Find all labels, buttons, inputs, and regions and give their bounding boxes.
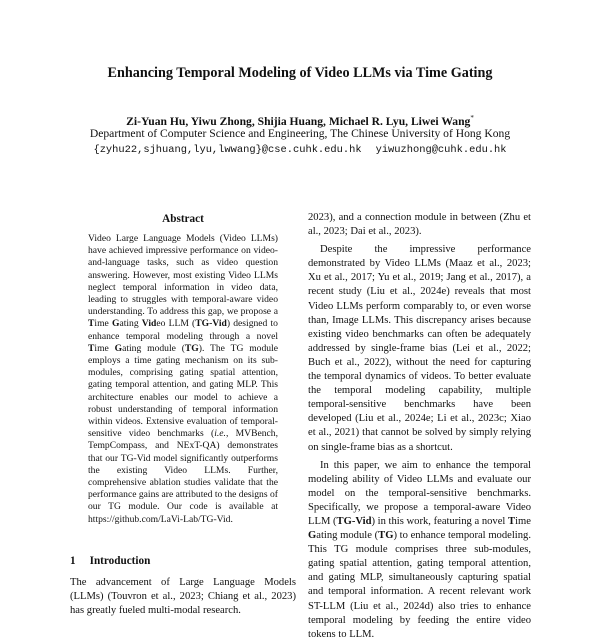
paragraph-bold: TG-Vid bbox=[336, 515, 372, 527]
author-names: Zi-Yuan Hu, Yiwu Zhong, Shijia Huang, Michael R. Lyu, Liwei Wang bbox=[126, 114, 471, 128]
section-heading-introduction bbox=[70, 554, 300, 568]
abstract-text-span: ating bbox=[119, 318, 142, 330]
abstract-text-span: Video Large Language Models (Video LLMs) have achieved impressive performance on video-and-language tasks, such as video question answering. However, most existing Video LLMs neglect temporal information in video data, leading to struggles with temporal-aware video understanding. To address this gap, we propose a bbox=[88, 233, 278, 318]
paragraph-bold: G bbox=[308, 530, 317, 542]
abstract-text-span: ime bbox=[94, 318, 112, 330]
section-number: 1 bbox=[70, 555, 76, 567]
abstract-bold: G bbox=[114, 342, 123, 354]
abstract-text-span: ). The TG module employs a time gating mechanism on its sub-modules, comprising gating spatial attention, gating temporal attention, and gating MLP. This architecture enables our model to achieve a robust understanding of temporal information within videos. Extensive evaluation of temporal-sensitive video benchmarks ( bbox=[88, 342, 278, 440]
abstract-bold: T bbox=[88, 342, 95, 354]
email-line bbox=[0, 143, 600, 157]
email-group: {zyhu22,sjhuang,lyu,lwwang}@cse.cuhk.edu.hk bbox=[93, 144, 362, 156]
abstract-text-span: eo LLM ( bbox=[156, 318, 196, 330]
abstract-bold: TG-Vid bbox=[195, 318, 227, 330]
section-title: Introduction bbox=[89, 555, 151, 567]
affiliation: Department of Computer Science and Engineering, The Chinese University of Hong Kong bbox=[89, 127, 511, 140]
abstract-italic: i.e. bbox=[214, 428, 226, 440]
paragraph-text: ating module ( bbox=[316, 530, 379, 542]
paragraph-bold: TG bbox=[378, 530, 394, 542]
paragraph-text: ) to enhance temporal modeling. This TG module comprises three sub-modules, gating spatial attention, gating temporal attention, and gating MLP, simultaneously capturing spatial and temporal information. A recent relevant work ST-LLM (Liu et al., 2024d) also tries to enhance temporal modeling by feeding the entire video tokens to LLM. bbox=[308, 530, 531, 640]
corresponding-author-mark: * bbox=[470, 114, 474, 122]
abstract-bold: T bbox=[88, 318, 95, 330]
paragraph-bold: T bbox=[508, 515, 516, 527]
abstract-body bbox=[88, 233, 278, 526]
abstract-bold: TG bbox=[184, 342, 199, 354]
paragraph-text: In this paper, we aim to enhance the temporal modeling ability of Video LLMs and evaluate our model on the temporal-sensitive benchmarks. Specifically, we propose a temporal-aware Video LLM ( bbox=[308, 459, 531, 527]
paragraph-text: ) in this work, featuring a novel bbox=[371, 515, 509, 527]
introduction-left-text: The advancement of Large Language Models (LLMs) (Touvron et al., 2023; Chiang et al., 2023) has greatly fueled multi-modal research. bbox=[70, 577, 296, 617]
paragraph: 2023), and a connection module in between (Zhu et al., 2023; Dai et al., 2023). bbox=[308, 212, 531, 238]
abstract-text-span: ) designed to enhance temporal modeling through a novel bbox=[88, 318, 278, 342]
abstract-text-span: ime bbox=[94, 342, 115, 354]
abstract-bold: G bbox=[111, 318, 120, 330]
abstract-text-span: , MVBench, TempCompass, and NExT-QA) demonstrates that our TG-Vid model significantly outperforms the existing Video LLMs. Further, comprehensive ablation studies validate that the performance gains are attributed to the designs of our TG module. Our code is available at https://github.com/LaVi-Lab/TG-Vid. bbox=[88, 428, 278, 525]
paragraph-text: ime bbox=[515, 515, 531, 527]
right-column-text bbox=[308, 211, 531, 642]
abstract-text-span: ating module ( bbox=[122, 342, 185, 354]
abstract-heading: Abstract bbox=[162, 213, 204, 225]
paragraph: Despite the impressive performance demonstrated by Video LLMs (Maaz et al., 2023; Xu et al., 2017; Yu et al., 2019; Jang et al., 2017), a recent study (Liu et al., 2024e) reveals that most Video LLMs perform comparably to, or even worse than, Image LLMs. This discrepancy arises because existing video benchmarks can often be adequately addressed by single-frame bias (Lei et al., 2022; Buch et al., 2022), without the need for capturing the temporal dynamics of videos. To better evaluate the temporal modeling capability, multiple temporal-sensitive benchmarks have been developed (Liu et al., 2024e; Li et al., 2023c; Xiao et al., 2021) that cannot be solved by simply relying on single-frame bias as a shortcut. bbox=[308, 244, 531, 453]
paragraph bbox=[308, 459, 531, 642]
paper-title: Enhancing Temporal Modeling of Video LLMs via Time Gating bbox=[107, 65, 493, 81]
email-single: yiwuzhong@cuhk.edu.hk bbox=[375, 144, 507, 156]
abstract-bold: Vid bbox=[141, 318, 157, 330]
